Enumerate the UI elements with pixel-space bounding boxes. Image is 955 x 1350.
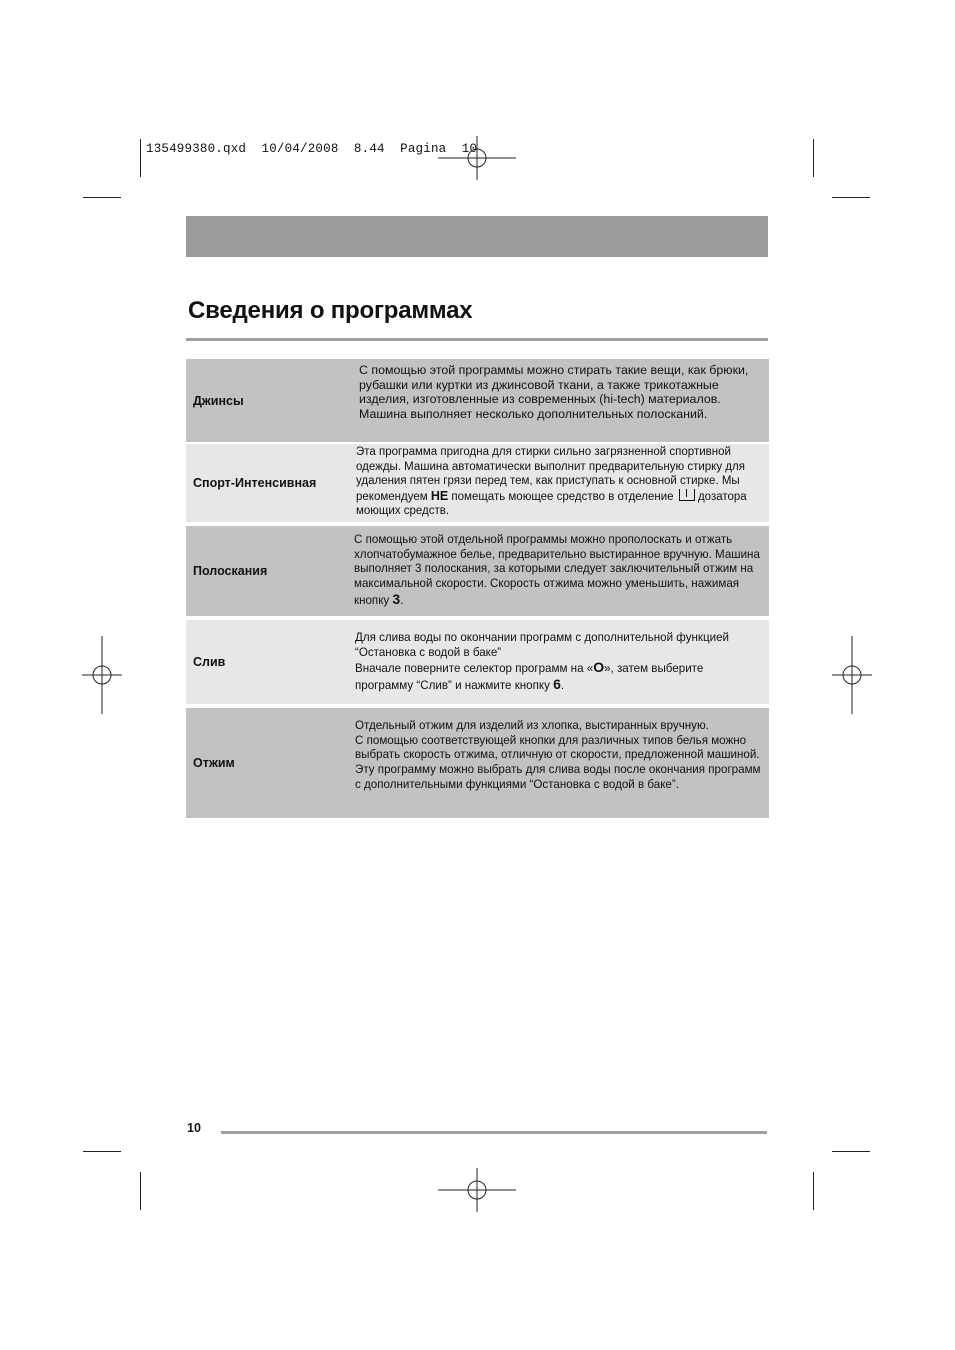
program-text: », затем выберите программу “Слив” и нажмите кнопку bbox=[355, 662, 704, 693]
program-description: С помощью этой программы можно стирать такие вещи, как брюки, рубашки или куртки из джинсовой ткани, а также трикотажные изделия, изготовленные из современных (hi-tech) материалов. Машина выполняет несколько дополнительных полосканий. bbox=[353, 359, 769, 442]
registration-mark-icon bbox=[832, 636, 872, 714]
crop-mark bbox=[83, 197, 121, 198]
program-text: С помощью этой отдельной программы можно прополоскать и отжать хлопчатобумажное белье, предварительно выстиранное вручную. Машина выполняет 3 полоскания, за которыми следует заключительный отжим на максимальной скорости. Скорость отжима можно уменьшить, нажимая кнопку bbox=[354, 533, 760, 607]
page-title: Сведения о программах bbox=[188, 297, 473, 324]
crop-mark bbox=[832, 197, 870, 198]
print-slug: 135499380.qxd 10/04/2008 8.44 Pagina 10 bbox=[146, 142, 478, 156]
program-text: . bbox=[400, 593, 404, 607]
program-description bbox=[351, 708, 769, 818]
program-row-jeans bbox=[186, 359, 769, 442]
program-text: Отдельный отжим для изделий из хлопка, выстиранных вручную. bbox=[355, 719, 709, 732]
program-description bbox=[353, 444, 769, 522]
crop-mark bbox=[813, 139, 814, 177]
footer-divider bbox=[221, 1131, 767, 1134]
program-label: Джинсы bbox=[186, 359, 356, 442]
crop-mark bbox=[140, 1172, 141, 1210]
program-label: Полоскания bbox=[186, 526, 356, 616]
program-text: . bbox=[560, 679, 565, 693]
selector-position: O bbox=[593, 659, 605, 676]
emphasis-text: НЕ bbox=[430, 488, 449, 503]
program-text: Эта программа пригодна для стирки сильно загрязненной спортивной одежды. Машина автоматически выполнит предварительную стирку для удаления пятен грязи перед тем, как приступать к основной стирке. Мы рекомендуем bbox=[356, 446, 745, 503]
program-label: Отжим bbox=[186, 708, 356, 818]
program-text: помещать моющее средство в отделение bbox=[448, 490, 677, 503]
crop-mark bbox=[813, 1172, 814, 1210]
crop-mark bbox=[83, 1151, 121, 1152]
title-divider bbox=[186, 338, 768, 341]
header-banner bbox=[186, 216, 768, 257]
program-text: Для слива воды по окончании программ с дополнительной функцией “Остановка с водой в баке” bbox=[355, 631, 730, 659]
program-text: Вначале поверните селектор программ на « bbox=[355, 662, 594, 676]
program-text: С помощью соответствующей кнопки для различных типов белья можно выбрать скорость отжима, отличную от скорости, предложенной машиной. Эту программу можно выбрать для слива воды после окончания программ с дополнительными функциями “Остановка с водой в баке”. bbox=[355, 733, 761, 791]
crop-mark bbox=[140, 139, 141, 177]
program-row-drain bbox=[186, 620, 769, 704]
crop-mark bbox=[832, 1151, 870, 1152]
button-number: 3 bbox=[392, 590, 401, 607]
registration-mark-icon bbox=[438, 1168, 516, 1212]
detergent-compartment-icon bbox=[679, 489, 695, 501]
program-description bbox=[351, 526, 769, 616]
program-row-sport-intensive bbox=[186, 444, 769, 522]
program-text: дозатора моющих средств. bbox=[356, 490, 747, 518]
program-row-rinse bbox=[186, 526, 769, 616]
program-text-line bbox=[355, 660, 759, 693]
program-label: Слив bbox=[186, 620, 356, 704]
registration-mark-icon bbox=[438, 136, 516, 180]
page-number: 10 bbox=[187, 1121, 201, 1135]
button-number: 6 bbox=[553, 676, 561, 693]
program-row-spin bbox=[186, 708, 769, 818]
program-description bbox=[351, 620, 769, 704]
program-label: Спорт-Интенсивная bbox=[186, 444, 356, 522]
registration-mark-icon bbox=[82, 636, 122, 714]
